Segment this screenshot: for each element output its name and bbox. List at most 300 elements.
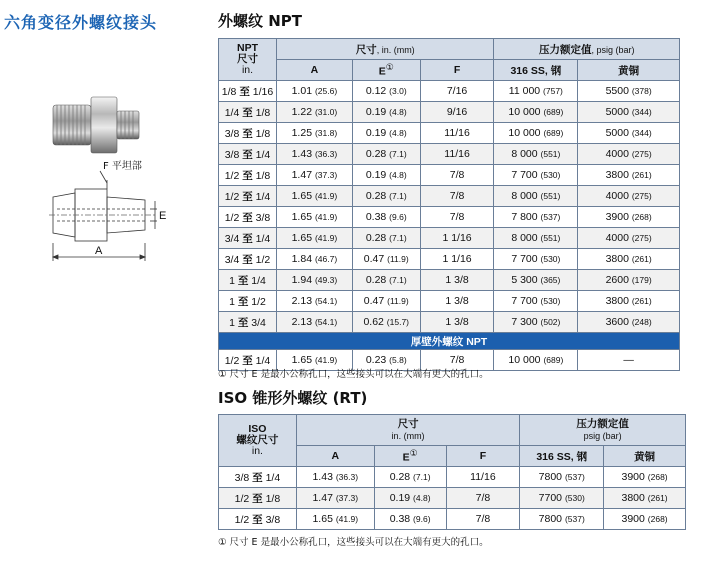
pressure-ss-cell (494, 81, 578, 102)
dim-e-cell-metric: (7.1) (389, 233, 407, 243)
pressure-brass-cell-value: 3900 (621, 471, 645, 483)
table-row (219, 270, 680, 291)
iso-dims-label: 尺寸 (397, 418, 419, 430)
dim-e-cell-metric: (4.8) (413, 493, 431, 503)
size-cell (219, 467, 297, 488)
dim-f-cell (446, 467, 520, 488)
dim-e-label: E (159, 210, 167, 222)
pressure-ss-cell (494, 249, 578, 270)
size-separator: 至 (237, 295, 249, 308)
npt-col-e-note: ① (385, 62, 394, 73)
dim-f-cell (420, 249, 494, 270)
dim-a-cell-metric: (31.0) (314, 107, 338, 117)
dim-e-cell-value: 0.23 (365, 354, 387, 366)
dim-a-cell-value: 1.47 (312, 492, 333, 504)
size-to: 1/4 (251, 274, 266, 287)
pressure-brass-cell (578, 207, 680, 228)
dim-e-cell-value: 0.19 (365, 169, 387, 181)
pressure-brass-cell-value: 5000 (605, 127, 629, 139)
dim-e-cell-metric: (11.9) (387, 254, 409, 264)
size-to: 1/4 (255, 232, 271, 245)
pressure-brass-cell-value: 3600 (605, 316, 629, 328)
dim-e-cell-metric: (7.1) (389, 275, 407, 285)
dim-a-cell-value: 1.22 (291, 106, 313, 118)
dim-a-cell-value: 2.13 (291, 295, 313, 307)
size-separator: 至 (242, 354, 253, 367)
dim-a-cell-value: 1.65 (291, 211, 313, 223)
dim-e-cell (352, 144, 420, 165)
dim-f-cell-value: 7/8 (449, 354, 465, 366)
dim-e-cell (352, 249, 420, 270)
pressure-ss-cell-metric: (689) (543, 128, 564, 138)
dim-e-cell (352, 123, 420, 144)
dim-f-cell (420, 123, 494, 144)
size-cell (219, 207, 277, 228)
size-to: 1/8 (255, 106, 271, 119)
dim-e-cell-metric: (4.8) (389, 128, 407, 138)
size-to: 3/8 (255, 211, 271, 224)
iso-size-header-line3: in. (251, 445, 263, 457)
npt-dims-header (276, 39, 493, 60)
size-separator: 至 (252, 471, 263, 484)
dim-f-cell-value: 1 3/8 (445, 295, 469, 307)
pressure-brass-cell-value: 4000 (605, 148, 629, 160)
pressure-ss-cell (494, 350, 578, 371)
pressure-brass-cell (578, 186, 680, 207)
npt-col-f: F (420, 60, 494, 81)
dim-a-cell (276, 81, 352, 102)
table-row (219, 488, 686, 509)
npt-footnote: ① 尺寸 E 是最小公称孔口，这些接头可以在大端有更大的孔口。 (218, 369, 489, 380)
iso-section-title: ISO 锥形外螺纹 (RT) (218, 389, 368, 407)
pressure-ss-cell-metric: (551) (540, 233, 561, 243)
iso-size-header-line1: ISO (248, 423, 267, 435)
dim-a-cell (276, 186, 352, 207)
dim-e-cell-value: 0.19 (365, 127, 387, 139)
dim-e-cell-value: 0.28 (389, 471, 411, 483)
dim-f-cell-value: 7/8 (475, 492, 491, 504)
dim-a-cell-metric: (25.6) (314, 86, 338, 96)
pressure-ss-cell-value: 8 000 (511, 190, 538, 202)
dim-a-cell-metric: (36.3) (335, 472, 359, 482)
pressure-ss-cell-value: 7 700 (511, 169, 538, 181)
pressure-ss-cell-value: 10 000 (508, 106, 541, 118)
pressure-brass-cell (604, 488, 686, 509)
pressure-brass-cell-metric: (275) (631, 233, 652, 243)
dim-a-cell (276, 102, 352, 123)
dim-a-cell-metric: (37.3) (314, 170, 338, 180)
dim-e-cell-metric: (9.6) (389, 212, 407, 222)
pressure-brass-cell-value: 3800 (621, 492, 645, 504)
dim-e-cell-metric: (7.1) (413, 472, 431, 482)
npt-col-brass: 黄铜 (578, 60, 680, 81)
size-separator: 至 (239, 85, 250, 98)
pressure-ss-cell-value: 5 300 (511, 274, 538, 286)
iso-pressure-unit: psig (bar) (583, 431, 622, 441)
dim-e-cell (352, 228, 420, 249)
dim-f-cell-value: 7/8 (449, 211, 465, 223)
size-separator: 至 (237, 316, 249, 329)
dim-e-cell (374, 488, 446, 509)
size-cell (219, 102, 277, 123)
size-from: 3/8 (224, 127, 240, 140)
pressure-brass-cell (578, 102, 680, 123)
pressure-ss-cell (494, 207, 578, 228)
dim-e-cell-value: 0.19 (389, 492, 411, 504)
dim-a-cell (276, 165, 352, 186)
dim-f-cell (420, 270, 494, 291)
size-from: 1/2 (224, 169, 240, 182)
size-from: 3/4 (224, 253, 240, 266)
table-row (219, 467, 686, 488)
pressure-brass-cell-value: 4000 (605, 190, 629, 202)
iso-dims-header (296, 415, 519, 446)
size-cell (219, 123, 277, 144)
size-separator: 至 (242, 148, 253, 161)
dim-e-cell-value: 0.47 (363, 295, 385, 307)
pressure-brass-cell-metric: (275) (631, 191, 652, 201)
iso-col-f: F (446, 446, 520, 467)
dim-f-cell-value: 11/16 (470, 471, 496, 483)
dim-a-label: A (95, 245, 103, 257)
size-cell (219, 488, 297, 509)
size-separator: 至 (242, 253, 253, 266)
dim-f-cell (420, 102, 494, 123)
dim-f-cell-value: 11/16 (444, 127, 470, 139)
pressure-ss-cell-metric: (530) (540, 254, 561, 264)
size-to: 3/8 (265, 513, 281, 526)
dim-e-cell-metric: (4.8) (389, 107, 407, 117)
pressure-brass-cell-value: 3900 (605, 211, 629, 223)
npt-pressure-unit: , psig (bar) (591, 44, 635, 55)
size-from: 3/8 (224, 148, 240, 161)
dim-e-cell-metric: (5.8) (389, 355, 407, 365)
size-from: 1 (229, 274, 235, 287)
npt-size-header-line3: in. (241, 64, 254, 76)
dim-e-cell (352, 102, 420, 123)
dim-a-cell-metric: (31.8) (314, 128, 338, 138)
size-cell (219, 270, 277, 291)
pressure-brass-cell-metric: (268) (647, 514, 668, 524)
size-cell (219, 144, 277, 165)
heavy-wall-banner: 厚壁外螺纹 NPT (219, 333, 680, 350)
dim-a-cell-value: 1.43 (291, 148, 313, 160)
size-to: 1/4 (255, 190, 271, 203)
pressure-ss-cell-value: 10 000 (508, 127, 541, 139)
pressure-ss-cell-value: 11 000 (508, 85, 541, 97)
dim-a-cell (276, 144, 352, 165)
iso-col-brass: 黄铜 (604, 446, 686, 467)
pressure-brass-cell (578, 270, 680, 291)
dim-e-cell-value: 0.12 (365, 85, 387, 97)
dim-e-cell-value: 0.28 (365, 190, 387, 202)
dim-a-cell-value: 1.65 (291, 354, 313, 366)
table-row (219, 81, 680, 102)
npt-size-header (219, 39, 277, 81)
size-to: 1/2 (251, 295, 266, 308)
dim-f-cell (420, 81, 494, 102)
size-separator: 至 (242, 127, 253, 140)
dim-e-cell-metric: (11.9) (387, 296, 409, 306)
dim-a-cell-value: 1.25 (291, 127, 313, 139)
iso-dims-unit: in. (mm) (391, 431, 425, 441)
size-cell (219, 186, 277, 207)
dim-e-cell (374, 467, 446, 488)
npt-col-a: A (276, 60, 352, 81)
size-cell (219, 228, 277, 249)
dim-f-cell (446, 488, 520, 509)
dim-a-cell-metric: (54.1) (314, 317, 338, 327)
pressure-ss-cell (494, 186, 578, 207)
pressure-brass-cell (578, 144, 680, 165)
size-separator: 至 (242, 232, 253, 245)
pressure-ss-cell (494, 123, 578, 144)
pressure-ss-cell-metric: (551) (540, 191, 561, 201)
table-row (219, 312, 680, 333)
pressure-ss-cell (520, 509, 604, 530)
size-to: 1/8 (255, 169, 271, 182)
dim-a-cell-metric: (41.9) (314, 191, 338, 201)
dim-f-cell (420, 207, 494, 228)
iso-col-e-label: E (402, 451, 410, 464)
dim-a-cell (276, 291, 352, 312)
dim-e-cell-value: 0.28 (365, 148, 387, 160)
dim-a-cell (296, 488, 374, 509)
dim-e-cell-value: 0.28 (365, 232, 387, 244)
size-separator: 至 (237, 274, 249, 287)
dim-f-cell-value: 1 3/8 (445, 274, 469, 286)
flat-label: F 平坦部 (103, 161, 142, 172)
dim-a-cell-metric: (41.9) (335, 514, 359, 524)
pressure-ss-cell (494, 165, 578, 186)
iso-pressure-label: 压力额定值 (576, 418, 629, 430)
size-from: 3/4 (224, 232, 240, 245)
dim-e-cell-value: 0.28 (365, 274, 387, 286)
dim-f-cell (420, 186, 494, 207)
dim-a-cell-value: 1.01 (291, 85, 313, 97)
pressure-ss-cell (494, 144, 578, 165)
pressure-ss-cell (520, 467, 604, 488)
pressure-brass-cell (578, 312, 680, 333)
dim-a-cell-value: 1.65 (291, 232, 313, 244)
dim-e-cell (352, 186, 420, 207)
size-to: 1/16 (252, 85, 274, 98)
size-cell (219, 291, 277, 312)
size-separator: 至 (242, 211, 253, 224)
size-from: 1/4 (224, 106, 240, 119)
pressure-ss-cell-value: 8 000 (511, 232, 538, 244)
pressure-ss-cell-value: 7700 (538, 492, 563, 504)
dim-a-cell-value: 1.43 (312, 471, 333, 483)
dim-f-cell (420, 291, 494, 312)
pressure-ss-cell (494, 312, 578, 333)
size-to: 1/4 (255, 354, 271, 367)
table-row (219, 249, 680, 270)
pressure-brass-cell-value: 2600 (605, 274, 629, 286)
dim-e-cell (352, 312, 420, 333)
pressure-brass-cell (578, 123, 680, 144)
dim-f-cell-value: 1 1/16 (442, 253, 472, 265)
table-row (219, 207, 680, 228)
dim-e-cell-metric: (9.6) (413, 514, 431, 524)
pressure-brass-cell-metric: (344) (631, 128, 652, 138)
pressure-brass-cell-metric: (179) (631, 275, 652, 285)
size-from: 1 (229, 295, 235, 308)
pressure-ss-cell-metric: (530) (564, 493, 585, 503)
dim-a-cell-metric: (37.3) (335, 493, 359, 503)
size-from: 1 (229, 316, 235, 329)
table-row (219, 186, 680, 207)
dim-f-cell-value: 7/8 (449, 169, 465, 181)
size-cell (219, 312, 277, 333)
npt-size-header-line1: NPT (236, 42, 258, 54)
pressure-brass-cell-metric: (378) (631, 86, 652, 96)
dim-f-cell-value: 9/16 (446, 106, 468, 118)
size-to: 1/4 (255, 148, 271, 161)
pressure-brass-cell-value: 3800 (605, 253, 629, 265)
pressure-brass-cell-metric: (275) (631, 149, 652, 159)
dim-e-cell-value: 0.19 (365, 106, 387, 118)
table-row (219, 102, 680, 123)
heavy-wall-banner-row (219, 333, 680, 350)
pressure-ss-cell-value: 8 000 (511, 148, 538, 160)
pressure-brass-cell-metric: (261) (647, 493, 668, 503)
pressure-brass-cell-metric: (268) (631, 212, 652, 222)
dim-f-cell-value: 7/16 (446, 85, 468, 97)
pressure-ss-cell-metric: (502) (540, 317, 561, 327)
dim-a-cell (276, 228, 352, 249)
dim-a-cell-metric: (36.3) (314, 149, 338, 159)
pressure-ss-cell-value: 7800 (538, 471, 563, 483)
size-separator: 至 (252, 513, 263, 526)
iso-footnote: ① 尺寸 E 是最小公称孔口，这些接头可以在大端有更大的孔口。 (218, 537, 489, 548)
pressure-brass-cell (578, 228, 680, 249)
dim-f-cell-value: 1 3/8 (445, 316, 469, 328)
dim-e-cell-metric: (4.8) (389, 170, 407, 180)
iso-size-header (219, 415, 297, 467)
pressure-ss-cell-metric: (530) (540, 296, 561, 306)
size-to: 1/8 (255, 127, 271, 140)
npt-table (218, 38, 680, 371)
pressure-ss-cell-value: 7800 (538, 513, 563, 525)
size-separator: 至 (242, 190, 253, 203)
size-from: 1/2 (234, 513, 250, 526)
size-to: 1/4 (265, 471, 281, 484)
pressure-brass-cell (578, 350, 680, 371)
dim-e-cell (352, 291, 420, 312)
dim-e-cell (352, 165, 420, 186)
pressure-ss-cell-value: 7 800 (511, 211, 538, 223)
size-from: 1/2 (224, 211, 240, 224)
dim-a-cell (276, 270, 352, 291)
dim-e-cell-metric: (7.1) (389, 149, 407, 159)
dim-f-cell (420, 144, 494, 165)
dim-f-cell-value: 11/16 (444, 148, 470, 160)
dim-a-cell-value: 1.65 (312, 513, 333, 525)
iso-pressure-header (520, 415, 686, 446)
dim-e-cell (352, 81, 420, 102)
dim-a-cell-value: 1.84 (291, 253, 313, 265)
pressure-ss-cell-metric: (689) (543, 107, 564, 117)
dim-a-cell (296, 467, 374, 488)
size-from: 1/2 (224, 190, 240, 203)
pressure-brass-cell (578, 249, 680, 270)
size-to: 1/2 (255, 253, 271, 266)
dim-f-cell (420, 312, 494, 333)
npt-dims-unit: , in. (mm) (376, 44, 415, 55)
fitting-photo (53, 97, 139, 153)
pressure-brass-cell-value: 3800 (605, 295, 629, 307)
dim-e-cell (352, 207, 420, 228)
dim-a-cell-value: 2.13 (291, 316, 313, 328)
pressure-ss-cell-metric: (537) (564, 514, 585, 524)
dim-a-cell-metric: (49.3) (314, 275, 338, 285)
npt-col-ss: 316 SS, 钢 (494, 60, 578, 81)
dim-e-cell-metric: (3.0) (389, 86, 407, 96)
size-to: 1/8 (265, 492, 281, 505)
npt-pressure-label: 压力额定值 (538, 43, 592, 56)
pressure-ss-cell-value: 7 300 (511, 316, 538, 328)
size-cell (219, 165, 277, 186)
dim-a-cell (296, 509, 374, 530)
dim-a-cell-metric: (46.7) (314, 254, 338, 264)
dimension-drawing (49, 171, 157, 261)
dim-e-cell-metric: (7.1) (389, 191, 407, 201)
pressure-brass-cell (604, 509, 686, 530)
pressure-brass-cell-value: 3800 (605, 169, 629, 181)
pressure-brass-cell (604, 467, 686, 488)
pressure-brass-cell (578, 165, 680, 186)
dim-e-cell-value: 0.38 (389, 513, 411, 525)
table-row (219, 291, 680, 312)
dim-f-cell (420, 165, 494, 186)
dim-a-cell-metric: (41.9) (314, 355, 338, 365)
size-from: 1/2 (224, 354, 240, 367)
table-row (219, 165, 680, 186)
size-separator: 至 (242, 106, 253, 119)
dim-a-cell (276, 312, 352, 333)
pressure-ss-cell (494, 228, 578, 249)
dim-a-cell-metric: (41.9) (314, 212, 338, 222)
dim-a-cell-metric: (41.9) (314, 233, 338, 243)
dim-e-cell (374, 509, 446, 530)
pressure-brass-cell-value: 3900 (621, 513, 645, 525)
pressure-ss-cell-value: 7 700 (511, 253, 538, 265)
pressure-ss-cell-metric: (551) (540, 149, 561, 159)
size-to: 3/4 (251, 316, 266, 329)
pressure-brass-cell-value: 5000 (605, 106, 629, 118)
size-separator: 至 (242, 169, 253, 182)
size-cell (219, 249, 277, 270)
iso-table (218, 414, 686, 530)
pressure-ss-cell-metric: (537) (540, 212, 561, 222)
dim-f-cell-value: 7/8 (475, 513, 491, 525)
table-row (219, 509, 686, 530)
table-row (219, 144, 680, 165)
pressure-ss-cell-metric: (757) (543, 86, 563, 96)
dim-f-cell (420, 228, 494, 249)
iso-col-e-note: ① (409, 448, 418, 459)
iso-col-ss: 316 SS, 钢 (520, 446, 604, 467)
pressure-ss-cell (494, 270, 578, 291)
pressure-ss-cell-value: 10 000 (508, 354, 541, 366)
pressure-ss-cell-metric: (365) (540, 275, 561, 285)
npt-pressure-header (494, 39, 680, 60)
size-cell (219, 81, 277, 102)
npt-dims-label: 尺寸 (355, 43, 377, 56)
dim-a-cell (276, 123, 352, 144)
pressure-ss-cell (520, 488, 604, 509)
